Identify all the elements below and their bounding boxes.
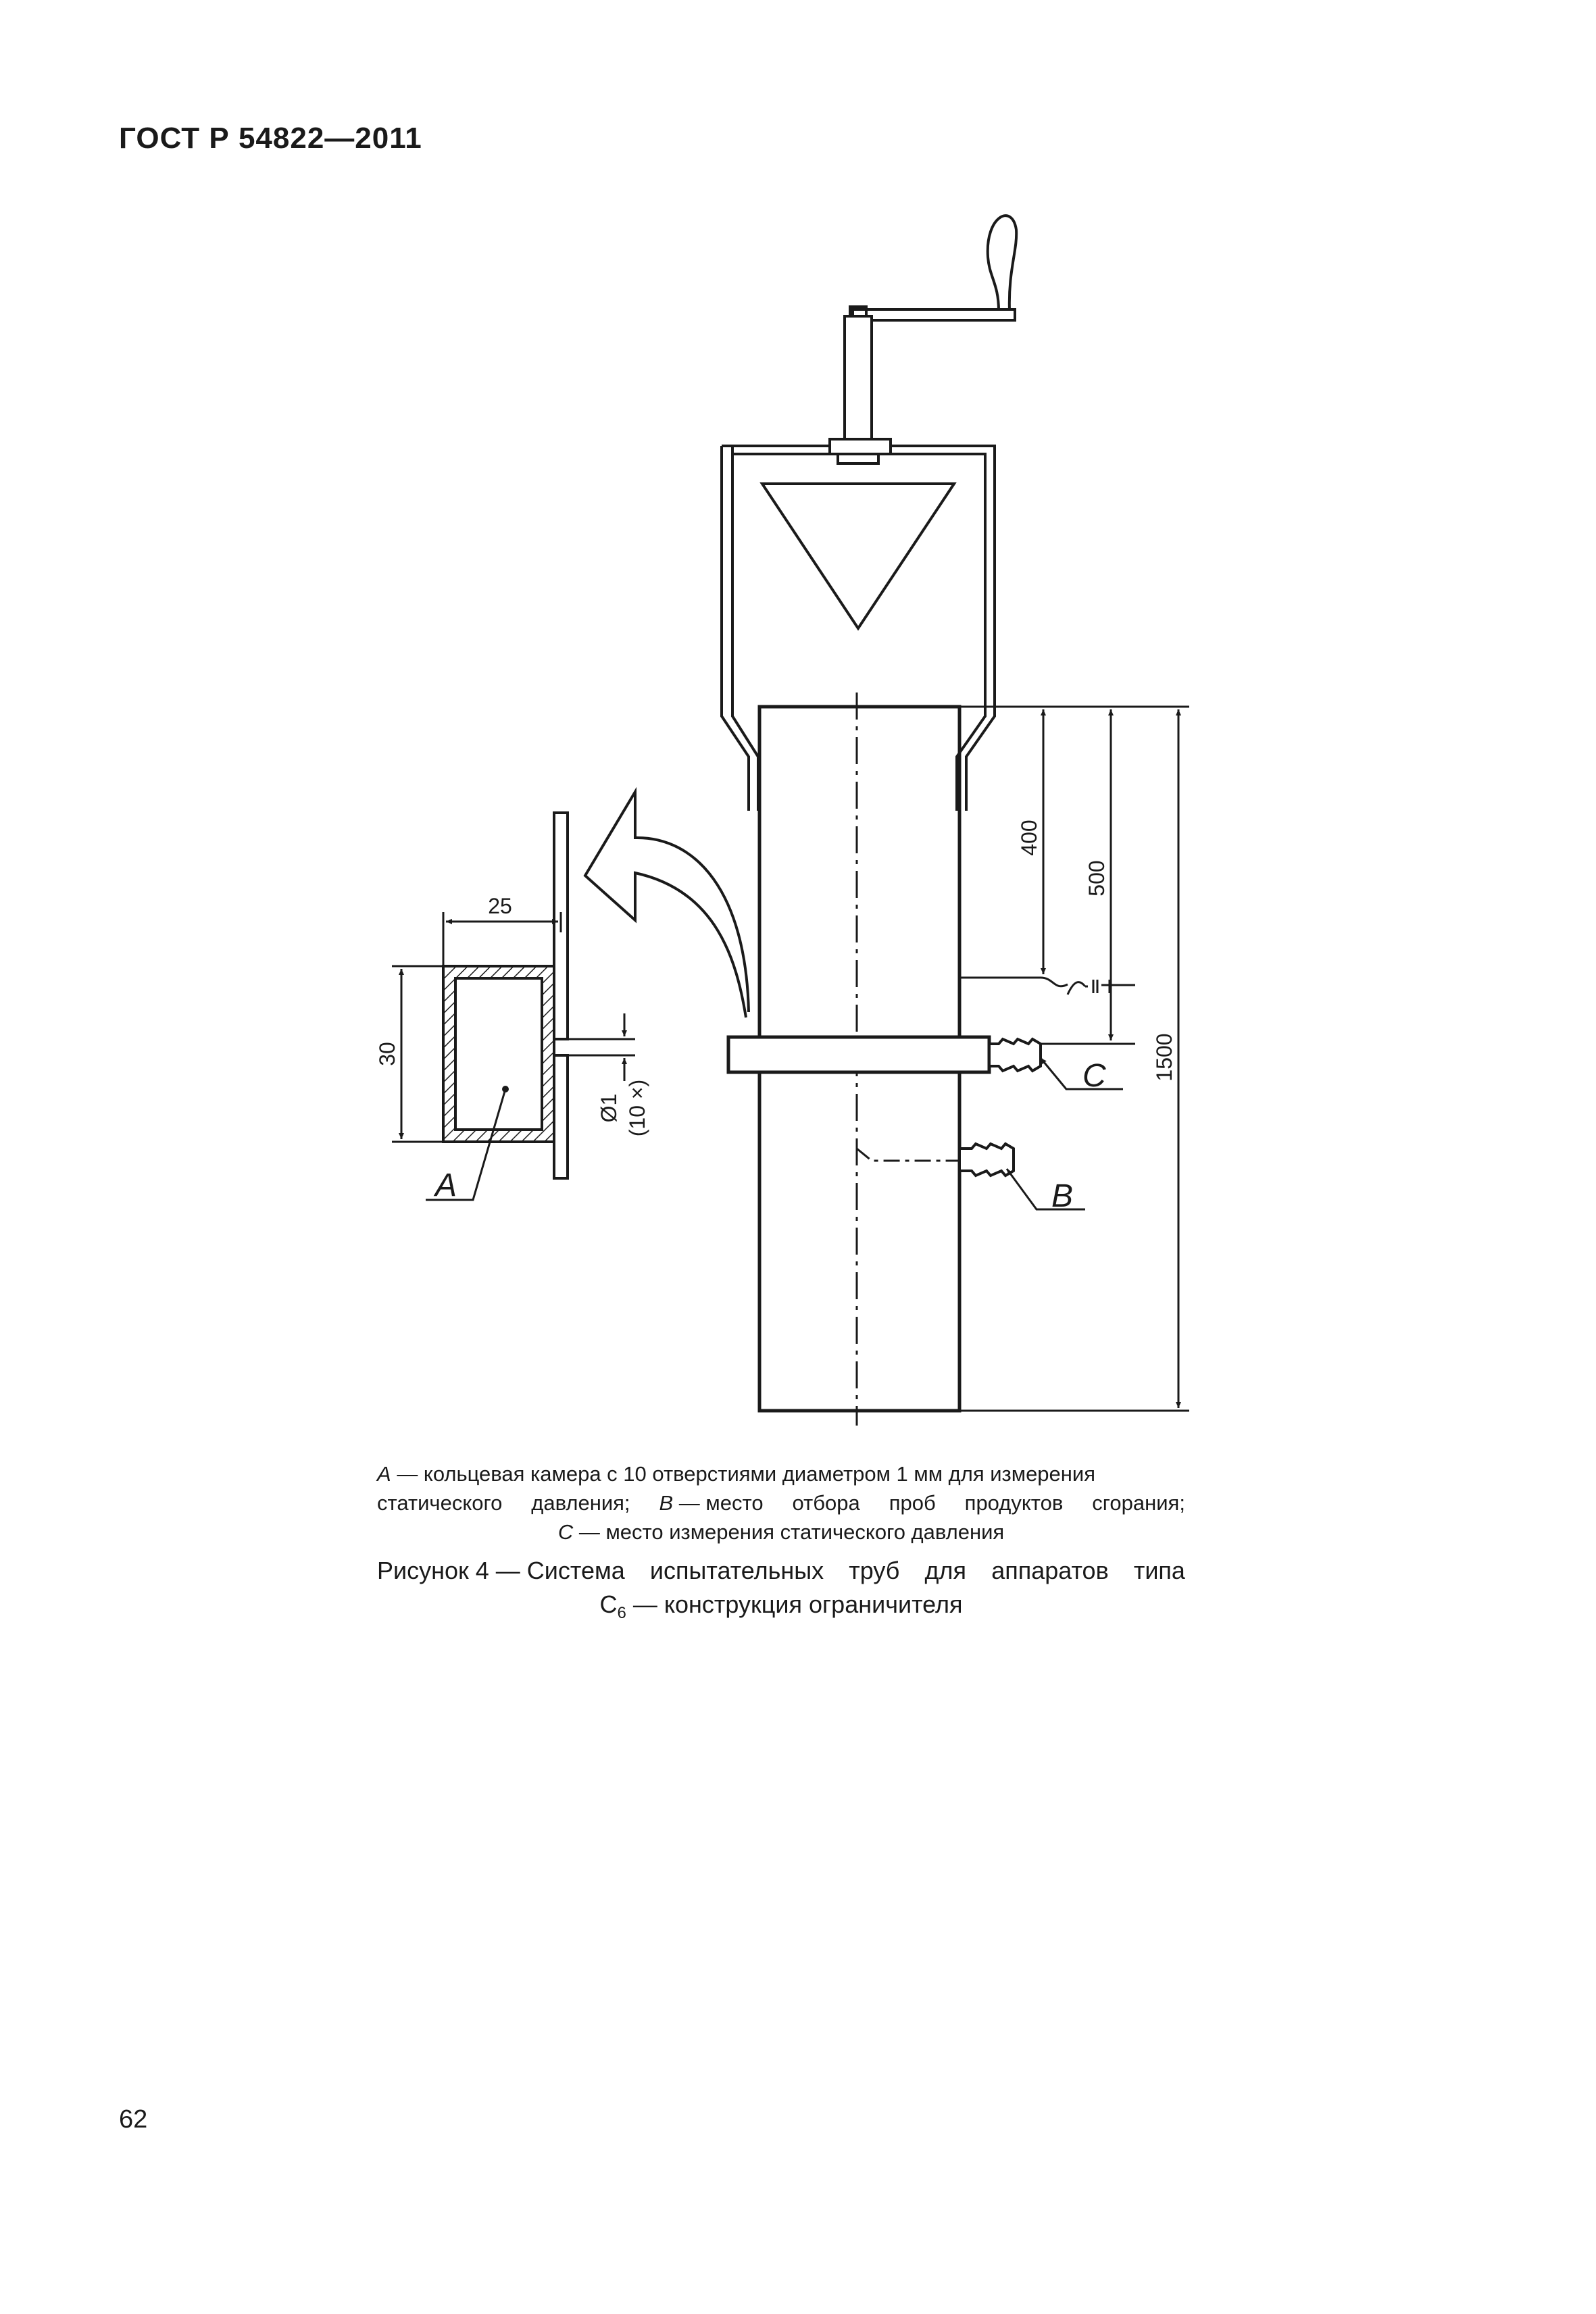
nozzle-c (989, 1039, 1041, 1071)
legend-word: отбора (792, 1491, 860, 1515)
crank-handle (845, 216, 1016, 451)
legend-line-1-text: A — кольцевая камера с 10 отверстиями диаметром 1 мм для измерения (377, 1462, 1096, 1486)
legend-line-1 (377, 1459, 1185, 1488)
legend-line-3: C — место измерения статического давления (557, 1520, 1005, 1544)
dimension-30: 30 (375, 1042, 399, 1066)
limiter-housing (722, 439, 995, 811)
caption-word: для (924, 1557, 967, 1584)
legend-word: сгорания; (1092, 1491, 1185, 1515)
label-b: B (1051, 1178, 1074, 1214)
figure-legend (377, 1459, 1185, 1546)
nozzle-b (959, 1144, 1014, 1176)
legend-line-2 (377, 1488, 1185, 1517)
dimension-400: 400 (1017, 820, 1041, 856)
dimension-500: 500 (1084, 860, 1109, 897)
caption-word: типа (1133, 1557, 1185, 1584)
dimension-hole-diameter: Ø1 (597, 1093, 621, 1123)
curved-arrow (585, 792, 749, 1017)
caption-line-1 (377, 1554, 1185, 1588)
dimension-25: 25 (488, 894, 512, 918)
caption-word: аппаратов (991, 1557, 1109, 1584)
cable-connector (959, 978, 1109, 995)
caption-line-2: $C_6$ — конструкция ограничителя (599, 1590, 963, 1623)
page-number: 62 (119, 2105, 148, 2134)
dimension-1500: 1500 (1152, 1033, 1176, 1082)
figure-caption (377, 1554, 1185, 1630)
label-c: C (1082, 1058, 1106, 1094)
caption-word: Рисунок 4 — Система (377, 1557, 625, 1584)
test-tube (728, 693, 989, 1426)
legend-word: давления; (531, 1491, 630, 1515)
legend-word: продуктов (964, 1491, 1064, 1515)
detail-ring-chamber (443, 813, 568, 1178)
label-a: A (435, 1167, 457, 1203)
legend-word: проб (889, 1491, 936, 1515)
caption-word: труб (849, 1557, 900, 1584)
dimension-hole-count: (10 ×) (625, 1079, 649, 1137)
document-code-header: ГОСТ Р 54822—2011 (119, 122, 422, 155)
legend-word: статического (377, 1491, 503, 1515)
legend-word: B — место (659, 1491, 764, 1515)
caption-word: испытательных (649, 1557, 824, 1584)
